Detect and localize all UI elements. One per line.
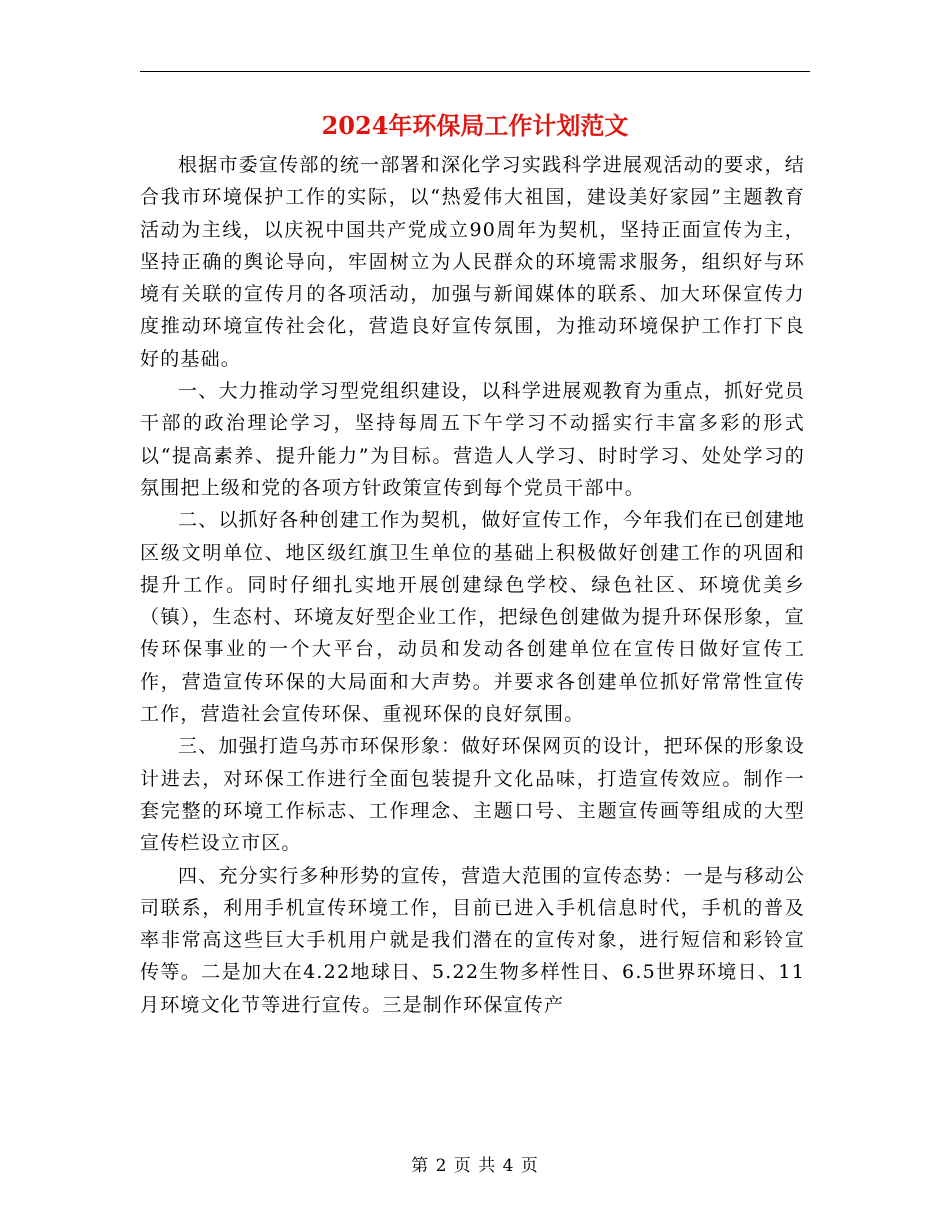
header-rule [140,71,810,72]
page-number: 第 2 页 共 4 页 [411,1156,539,1176]
document-title: 2024年环保局工作计划范文 [321,111,629,140]
paragraph-item-3: 三、加强打造乌苏市环保形象：做好环保网页的设计，把环保的形象设计进去，对环保工作进行全面包装提升文化品味，打造宣传效应。制作一套完整的环境工作标志、工作理念、主题口号、主题宣传画等组成的大型宣传栏设立市区。 [140,735,805,855]
paragraph-item-1: 一、大力推动学习型党组织建设，以科学进展观教育为重点，抓好党员干部的政治理论学习，坚持每周五下午学习不动摇实行丰富多彩的形式以“提高素养、提升能力”为目标。营造人人学习、时时学习、处处学习的氛围把上级和党的各项方针政策宣传到每个党员干部中。 [140,380,805,499]
paragraph-item-2: 二、以抓好各种创建工作为契机，做好宣传工作，今年我们在已创建地区级文明单位、地区级红旗卫生单位的基础上积极做好创建工作的巩固和提升工作。同时仔细扎实地开展创建绿色学校、绿色社区、环境优美乡（镇），生态村、环境友好型企业工作，把绿色创建做为提升环保形象，宣传环保事业的一个大平台，动员和发动各创建单位在宣传日做好宣传工作，营造宣传环保的大局面和大声势。并要求各创建单位抓好常常性宣传工作，营造社会宣传环保、重视环保的良好氛围。 [140,509,805,726]
document-body [140,149,805,1021]
paragraph-intro: 根据市委宣传部的统一部署和深化学习实践科学进展观活动的要求，结合我市环境保护工作的实际，以“热爱伟大祖国，建设美好家园”主题教育活动为主线，以庆祝中国共产党成立90周年为契机，坚持正面宣传为主，坚持正确的舆论导向，牢固树立为人民群众的环境需求服务，组织好与环境有关联的宣传月的各项活动，加强与新闻媒体的联系、加大环保宣传力度推动环境宣传社会化，营造良好宣传氛围，为推动环境保护工作打下良好的基础。 [140,154,805,370]
paragraph-item-4: 四、充分实行多种形势的宣传，营造大范围的宣传态势：一是与移动公司联系，利用手机宣传环境工作，目前已进入手机信息时代，手机的普及率非常高这些巨大手机用户就是我们潜在的宣传对象，进行短信和彩铃宣传等。二是加大在4.22地球日、5.22生物多样性日、6.5世界环境日、11月环境文化节等进行宣传。三是制作环保宣传产 [140,864,805,1016]
